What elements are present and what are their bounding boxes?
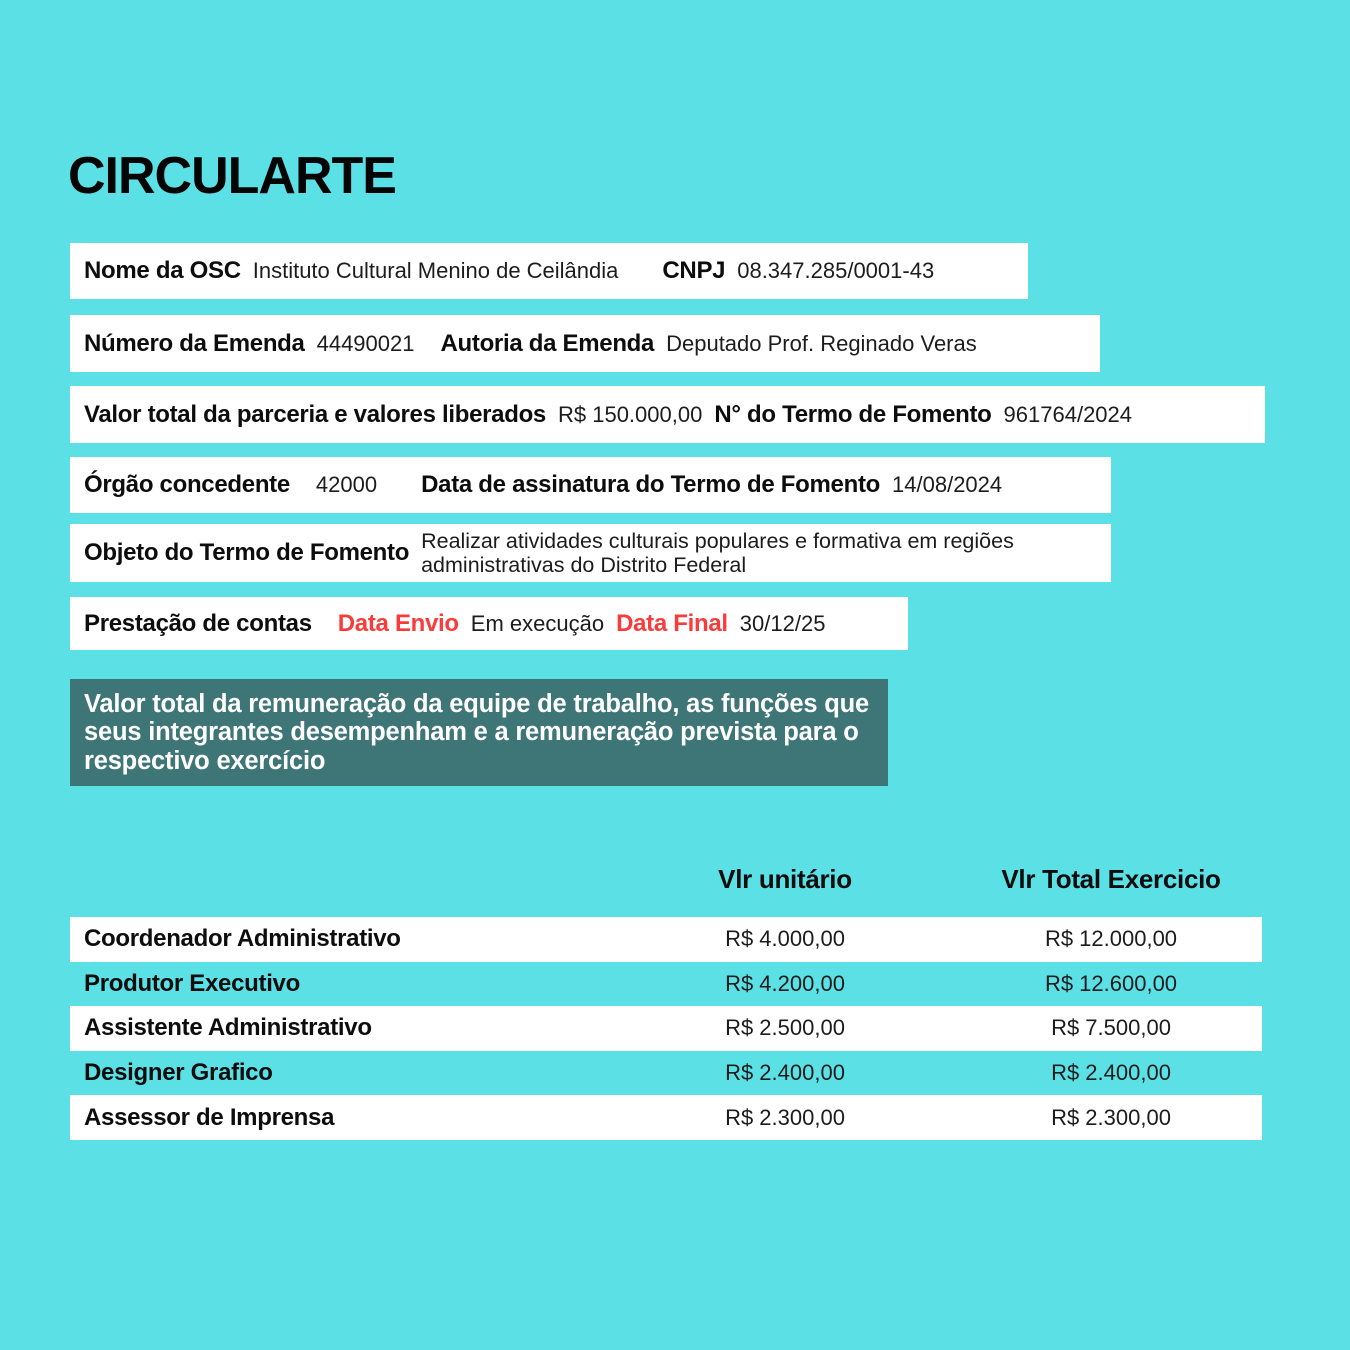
cnpj-label: CNPJ [662,257,726,284]
data-envio-value: Em execução [470,610,605,636]
info-bar-prestacao [70,597,908,650]
row-total-value: R$ 2.300,00 [1051,1104,1171,1130]
column-header-vlr-total: Vlr Total Exercicio [1001,864,1221,894]
data-final-value: 30/12/25 [739,610,826,636]
row-total-value: R$ 2.400,00 [1051,1060,1171,1086]
row-role: Assessor de Imprensa [84,1103,335,1131]
objeto-termo-label: Objeto do Termo de Fomento [84,539,410,566]
data-envio-label: Data Envio [337,609,459,637]
emenda-numero-label: Número da Emenda [84,329,305,357]
info-bar-valor [70,386,1265,443]
remuneracao-table [70,917,1262,1140]
column-header-vlr-unitario: Vlr unitário [718,864,852,894]
osc-name-label: Nome da OSC [84,257,241,284]
row-total-value: R$ 12.000,00 [1044,926,1178,952]
row-role: Assistente Administrativo [84,1014,372,1042]
column-header-role [70,864,610,895]
cnpj-value: 08.347.285/0001-43 [737,258,935,283]
termo-fomento-numero-label: N° do Termo de Fomento [714,400,992,428]
row-unit-value: R$ 4.000,00 [725,926,845,952]
emenda-autoria-label: Autoria da Emenda [440,329,655,357]
remuneracao-highlight-box [70,679,888,786]
prestacao-contas-label: Prestação de contas [84,609,312,637]
table-column-headers [70,864,1262,895]
data-final-label: Data Final [616,609,728,637]
row-role: Coordenador Administrativo [84,925,401,953]
row-unit-value: R$ 2.500,00 [725,1015,845,1041]
row-unit-value: R$ 4.200,00 [725,970,845,996]
osc-name-value: Instituto Cultural Menino de Ceilândia [252,258,619,283]
valor-parceria-value: R$ 150.000,00 [557,401,703,427]
table-row [70,1006,1262,1051]
table-row [70,1095,1262,1140]
row-total-value: R$ 7.500,00 [1051,1015,1171,1041]
info-bar-orgao [70,457,1111,513]
info-bar-osc [70,243,1028,299]
row-role: Designer Grafico [84,1059,273,1087]
data-assinatura-label: Data de assinatura do Termo de Fomento [421,471,881,498]
valor-parceria-label: Valor total da parceria e valores liberados [84,400,546,428]
orgao-concedente-value: 42000 [315,472,378,497]
objeto-termo-value: Realizar atividades culturais populares e formativa em regiões administrativas do Distrito Federal [421,528,1014,577]
orgao-concedente-label: Órgão concedente [84,471,290,498]
info-bar-objeto [70,524,1111,582]
table-row [70,917,1262,962]
emenda-numero-value: 44490021 [316,330,415,356]
page-title: CIRCULARTE [68,147,396,205]
row-role: Produtor Executivo [84,969,300,997]
row-unit-value: R$ 2.300,00 [725,1104,845,1130]
table-row [70,1051,1262,1096]
data-assinatura-value: 14/08/2024 [892,472,1003,497]
row-total-value: R$ 12.600,00 [1044,970,1178,996]
info-bar-emenda [70,315,1100,372]
termo-fomento-numero-value: 961764/2024 [1003,401,1133,427]
row-unit-value: R$ 2.400,00 [725,1060,845,1086]
remuneracao-highlight-text: Valor total da remuneração da equipe de trabalho, as funções que seus integrantes desempenham e a remuneração prevista para o respectivo exercício [84,690,869,775]
emenda-autoria-value: Deputado Prof. Reginado Veras [666,330,977,356]
table-row [70,962,1262,1007]
